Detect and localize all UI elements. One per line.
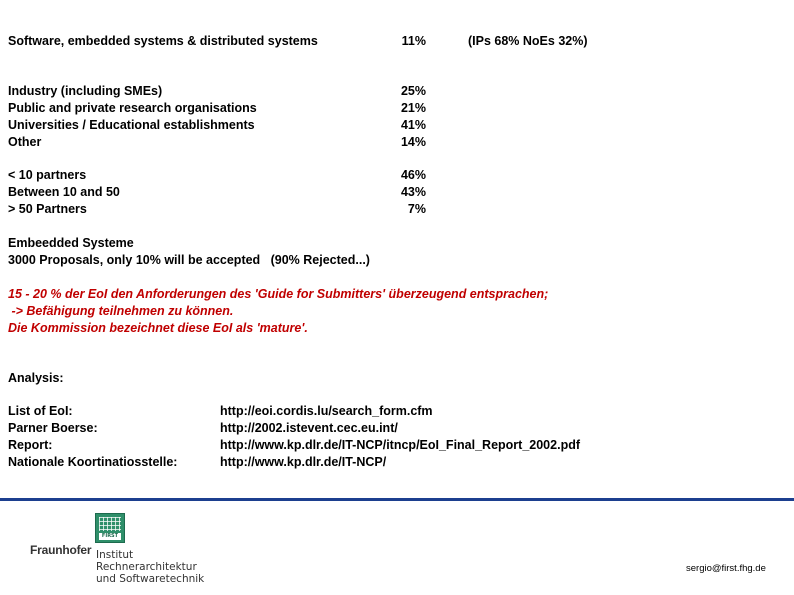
footer-rule <box>0 498 794 501</box>
org-value-research: 21% <box>400 101 426 115</box>
institute-line-1: Institut <box>96 549 134 561</box>
highlight-line-1: 15 - 20 % der EoI den Anforderungen des 'Guide for Submitters' überzeugend entsprachen; <box>8 287 549 301</box>
org-value-universities: 41% <box>400 118 426 132</box>
org-value-other: 14% <box>400 135 426 149</box>
embedded-heading: Embeedded Systeme <box>8 236 134 250</box>
highlight-line-2: -> Befähigung teilnehmen zu können. <box>8 304 234 318</box>
analysis-heading: Analysis: <box>8 371 64 385</box>
org-label-universities: Universities / Educational establishments <box>8 118 255 132</box>
embedded-proposals: 3000 Proposals, only 10% will be accepted (90% Rejected...) <box>8 253 370 267</box>
partners-label-small: < 10 partners <box>8 168 87 182</box>
analysis-label-boerse: Parner Boerse: <box>8 421 98 435</box>
fraunhofer-brand: Fraunhofer <box>30 543 92 557</box>
section-percent: 11% <box>401 34 426 48</box>
section-title: Software, embedded systems & distributed systems <box>8 34 318 48</box>
logo-icon-label: FIRST <box>99 533 121 540</box>
partners-label-large: > 50 Partners <box>8 202 87 216</box>
org-label-other: Other <box>8 135 42 149</box>
partners-value-medium: 43% <box>400 185 426 199</box>
analysis-link-ncp[interactable]: http://www.kp.dlr.de/IT-NCP/ <box>220 455 387 469</box>
institute-line-2: Rechnerarchitektur <box>96 561 197 573</box>
analysis-link-boerse[interactable]: http://2002.istevent.cec.eu.int/ <box>220 421 398 435</box>
partners-label-medium: Between 10 and 50 <box>8 185 120 199</box>
partners-value-large: 7% <box>407 202 426 216</box>
analysis-link-report[interactable]: http://www.kp.dlr.de/IT-NCP/itncp/EoI_Final_Report_2002.pdf <box>220 438 580 452</box>
fraunhofer-first-icon <box>95 513 125 543</box>
analysis-link-eoi[interactable]: http://eoi.cordis.lu/search_form.cfm <box>220 404 433 418</box>
partners-value-small: 46% <box>400 168 426 182</box>
org-label-industry: Industry (including SMEs) <box>8 84 163 98</box>
analysis-label-ncp: Nationale Koortinatiosstelle: <box>8 455 178 469</box>
contact-email[interactable]: sergio@first.fhg.de <box>686 563 766 574</box>
section-note: (IPs 68% NoEs 32%) <box>468 34 588 48</box>
analysis-label-eoi: List of EoI: <box>8 404 73 418</box>
org-label-research: Public and private research organisations <box>8 101 257 115</box>
highlight-line-3: Die Kommission bezeichnet diese EoI als 'mature'. <box>8 321 308 335</box>
org-value-industry: 25% <box>400 84 426 98</box>
analysis-label-report: Report: <box>8 438 53 452</box>
institute-line-3: und Softwaretechnik <box>96 573 205 585</box>
